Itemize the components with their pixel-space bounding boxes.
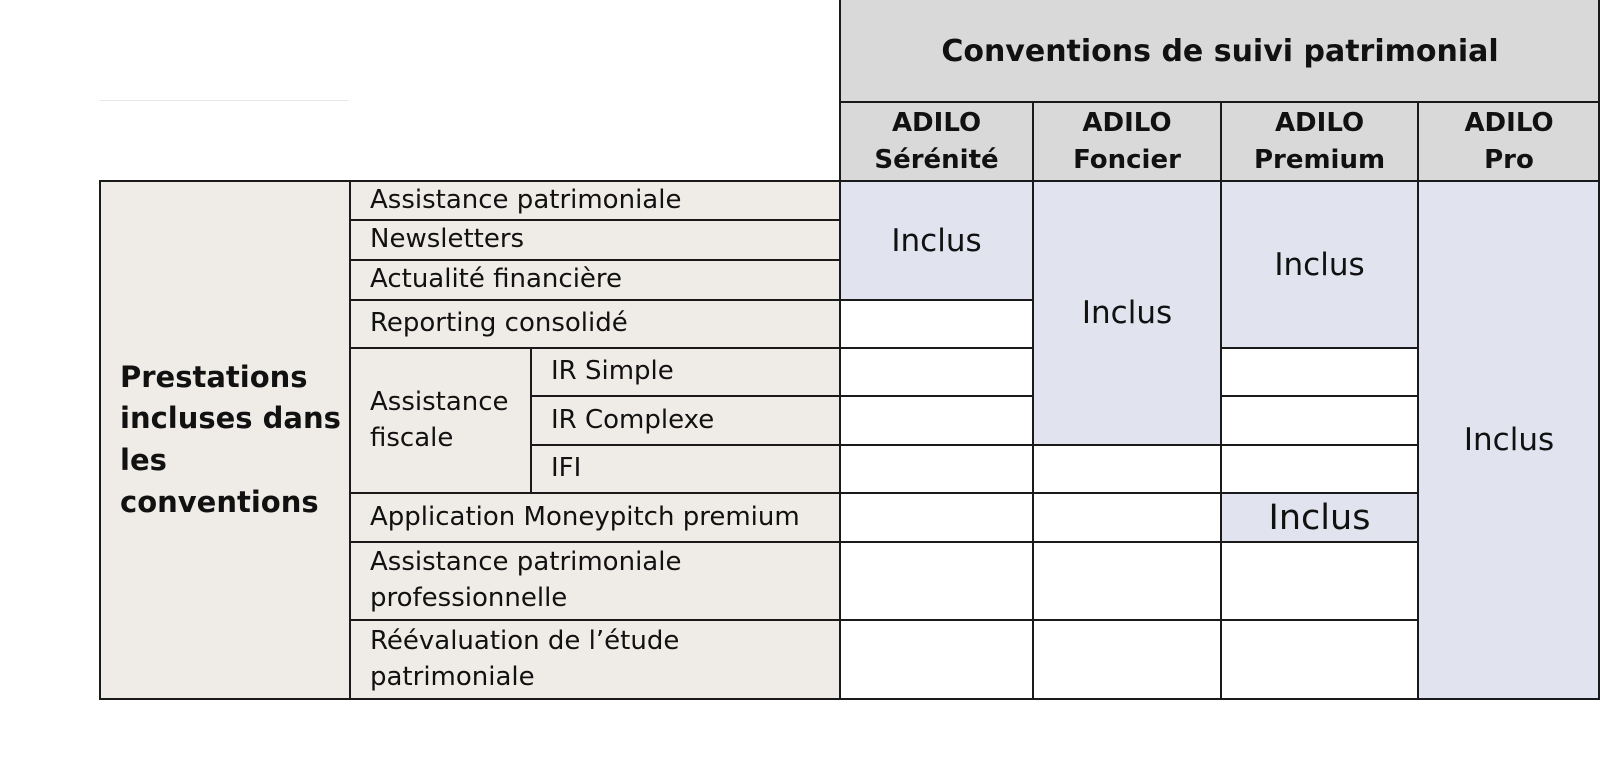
grid-line bbox=[1032, 541, 1221, 543]
inclus-foncier: Inclus bbox=[1033, 181, 1221, 445]
inclus-premium-moneypitch: Inclus bbox=[1221, 493, 1418, 542]
subrow-label-ifi: IFI bbox=[531, 445, 840, 493]
row-label-application-moneypitch: Application Moneypitch premium bbox=[350, 493, 840, 542]
column-header-line: ADILO bbox=[1082, 107, 1172, 138]
assistance-pro-text: Assistance patrimoniale professionnelle bbox=[370, 547, 682, 613]
column-header-foncier bbox=[1033, 102, 1221, 181]
inclus-pro: Inclus bbox=[1418, 181, 1600, 699]
column-header-line: Premium bbox=[1253, 144, 1386, 175]
grid-line bbox=[531, 395, 1033, 397]
row-label-newsletters: Newsletters bbox=[350, 220, 840, 260]
grid-line bbox=[1220, 541, 1418, 543]
column-header-line: ADILO bbox=[1274, 107, 1365, 138]
grid-line bbox=[1032, 444, 1221, 446]
grid-line bbox=[1220, 492, 1418, 494]
column-header-premium bbox=[1221, 102, 1418, 181]
row-label-assistance-patrimoniale: Assistance patrimoniale bbox=[350, 181, 840, 220]
column-header-line: ADILO bbox=[1464, 107, 1554, 138]
grid-line bbox=[1417, 101, 1419, 181]
row-label-reevaluation bbox=[350, 620, 840, 699]
grid-line bbox=[349, 492, 1033, 494]
grid-line bbox=[99, 180, 101, 700]
grid-line bbox=[1220, 347, 1418, 349]
column-header-line: Sérénité bbox=[874, 144, 999, 175]
column-header-line: Pro bbox=[1484, 144, 1534, 175]
grid-line bbox=[1220, 101, 1222, 181]
grid-line bbox=[349, 219, 840, 221]
grid-line bbox=[349, 299, 1033, 301]
grid-line bbox=[1032, 492, 1221, 494]
inclus-serenite: Inclus bbox=[840, 181, 1033, 300]
corner-divider bbox=[100, 100, 348, 101]
grid-line bbox=[1032, 101, 1034, 181]
row-label-assistance-pro bbox=[350, 542, 840, 620]
grid-line bbox=[1220, 619, 1418, 621]
grid-line bbox=[839, 0, 841, 182]
grid-line bbox=[349, 259, 840, 261]
column-header-pro bbox=[1418, 102, 1600, 181]
grid-line bbox=[1417, 180, 1419, 700]
grid-line bbox=[1220, 444, 1418, 446]
column-header-line: ADILO bbox=[891, 107, 982, 138]
inclus-premium: Inclus bbox=[1221, 181, 1418, 348]
row-group-label: Prestations incluses dans les conventions bbox=[100, 181, 350, 699]
row-label-reporting-consolide: Reporting consolidé bbox=[350, 300, 840, 348]
grid-line bbox=[839, 180, 841, 700]
column-header-line: Foncier bbox=[1073, 144, 1181, 175]
grid-line bbox=[1220, 395, 1418, 397]
grid-line bbox=[531, 444, 1033, 446]
group-header: Conventions de suivi patrimonial bbox=[840, 0, 1600, 102]
column-header-serenite bbox=[840, 102, 1033, 181]
grid-line bbox=[1032, 180, 1034, 700]
assistance-fiscale-text: Assistance fiscale bbox=[370, 386, 509, 453]
grid-line bbox=[1220, 180, 1222, 700]
grid-line bbox=[349, 347, 1033, 349]
grid-line bbox=[99, 698, 1600, 700]
grid-line bbox=[530, 347, 532, 494]
reevaluation-text: Réévaluation de l’étude patrimoniale bbox=[370, 625, 680, 692]
grid-line bbox=[349, 619, 1033, 621]
row-label-assistance-fiscale bbox=[350, 348, 531, 493]
row-label-actualite-financiere: Actualité financière bbox=[350, 260, 840, 300]
grid-line bbox=[99, 180, 1600, 182]
grid-line bbox=[349, 180, 351, 700]
subrow-label-ir-simple: IR Simple bbox=[531, 348, 840, 396]
grid-line bbox=[1032, 619, 1221, 621]
subrow-label-ir-complexe: IR Complexe bbox=[531, 396, 840, 445]
grid-line bbox=[349, 541, 1033, 543]
